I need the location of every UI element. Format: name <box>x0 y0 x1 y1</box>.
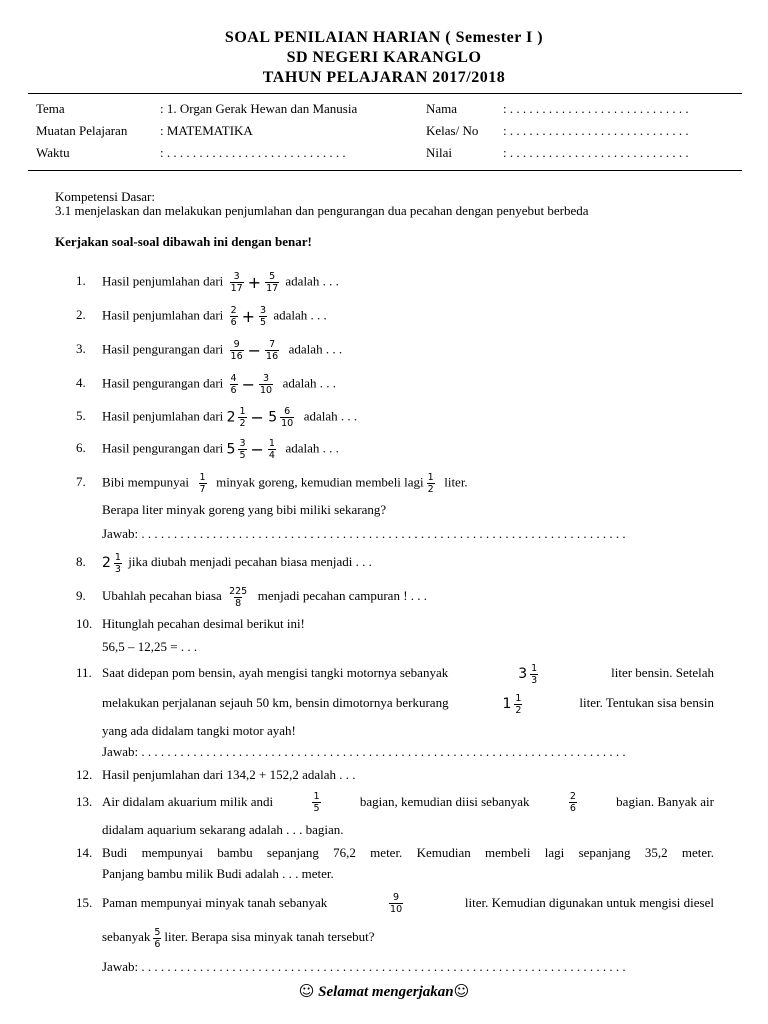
q-number: 4. <box>76 375 86 391</box>
q-number: 5. <box>76 408 86 424</box>
q-text: Saat didepan pom bensin, ayah mengisi tangki motornya sebanyak <box>102 665 449 680</box>
question-7-line2: Berapa liter minyak goreng yang bibi miliki sekarang? <box>102 502 387 517</box>
question-12 <box>76 767 356 783</box>
instruction: Kerjakan soal-soal dibawah ini dengan benar! <box>55 234 312 249</box>
fraction: $\frac{9}{16}$ <box>230 339 243 362</box>
school-name: SD NEGERI KARANGLO <box>286 49 482 66</box>
answer-line-7[interactable]: Jawab: . . . . . . . . . . . . . . . . . . . . . . . . . . . . . . . . . . . . . . . . . . . . . . . . . . . . . . . . . . . . . . . . . . . . . . . . . . . <box>102 526 626 541</box>
q-text-mid: minyak goreng, kemudian membeli lagi <box>216 474 424 490</box>
fraction: $\frac{9}{10}$ <box>390 892 403 915</box>
q-number: 8. <box>76 554 86 569</box>
operator: − <box>250 407 264 427</box>
q-text: Ubahlah pecahan biasa <box>102 588 222 603</box>
question-6 <box>76 438 339 461</box>
fraction: $\frac{5}{6}$ <box>154 926 161 950</box>
q-text-end: menjadi pecahan campuran ! . . . <box>257 588 428 603</box>
fraction: $\frac{1}{2}$ <box>239 406 246 429</box>
q-text: Hasil penjumlahan dari 134,2 + 152,2 adalah . . . <box>102 767 356 782</box>
q-text-end: liter. Berapa sisa minyak tanah tersebut? <box>164 929 375 944</box>
q-text: Bibi mempunyai <box>102 474 190 490</box>
fraction: $\frac{1}{3}$ <box>114 551 121 575</box>
q-number: 2. <box>76 307 86 323</box>
q-text: Hasil pengurangan dari <box>102 341 224 357</box>
q-number: 15. <box>76 895 93 910</box>
question-8 <box>76 551 372 573</box>
header-divider-bottom <box>28 170 742 171</box>
q-text: Air didalam akuarium milik andi <box>102 794 274 809</box>
whole-number: 5 <box>226 441 236 458</box>
q-text-end: liter bensin. Setelah <box>611 665 714 680</box>
waktu-field[interactable]: : . . . . . . . . . . . . . . . . . . . . . . . . . . . . <box>160 145 346 160</box>
question-11-line2 <box>102 692 714 714</box>
muatan-label: Muatan Pelajaran <box>36 123 128 138</box>
question-14-line2: Panjang bambu milik Budi adalah . . . meter. <box>102 866 334 881</box>
fraction: $\frac{3}{10}$ <box>260 373 273 396</box>
question-10-expression: 56,5 – 12,25 = . . . <box>102 639 198 654</box>
q-text: Paman mempunyai minyak tanah sebanyak <box>102 895 328 910</box>
whole-number: 2 <box>102 555 111 572</box>
q-text: Hasil penjumlahan dari <box>102 307 224 323</box>
q-number: 3. <box>76 341 86 357</box>
operator: + <box>241 306 256 326</box>
q-number: 12. <box>76 767 93 782</box>
kelas-field[interactable]: : . . . . . . . . . . . . . . . . . . . . . . . . . . . . <box>503 123 689 138</box>
nilai-label: Nilai <box>426 145 452 160</box>
q-text: Budi mempunyai bambu sepanjang 76,2 meter. Kemudian membeli lagi sepanjang 35,2 meter. <box>102 845 714 860</box>
question-13 <box>76 791 714 813</box>
fraction: $\frac{1}{2}$ <box>515 692 522 716</box>
fraction: $\frac{3}{5}$ <box>260 305 267 328</box>
q-number: 13. <box>76 794 93 809</box>
page-title-line1: SOAL PENILAIAN HARIAN ( Semester I ) <box>224 29 544 46</box>
closing-text: Selamat mengerjakan <box>318 984 454 1000</box>
question-11-line3: yang ada didalam tangki motor ayah! <box>102 723 296 738</box>
fraction: $\frac{1}{7}$ <box>199 472 206 495</box>
tema-value: : 1. Organ Gerak Hewan dan Manusia <box>160 101 358 116</box>
tema-label: Tema <box>36 101 65 116</box>
nama-field[interactable]: : . . . . . . . . . . . . . . . . . . . . . . . . . . . . <box>503 101 689 116</box>
q-text-end: bagian. Banyak air <box>616 794 714 809</box>
academic-year: TAHUN PELAJARAN 2017/2018 <box>262 69 506 86</box>
question-3 <box>76 339 343 362</box>
nama-label: Nama <box>426 101 458 116</box>
q-text-end: adalah . . . <box>285 440 339 456</box>
question-7 <box>76 472 468 495</box>
fraction: $\frac{5}{17}$ <box>266 271 279 294</box>
q-text-end: adalah . . . <box>285 273 339 289</box>
smiley-icon: ☺ <box>453 982 470 1000</box>
question-14 <box>76 845 714 861</box>
q-text-end: adalah . . . <box>273 307 327 323</box>
nilai-field[interactable]: : . . . . . . . . . . . . . . . . . . . . . . . . . . . . <box>503 145 689 160</box>
operator: − <box>247 340 262 360</box>
waktu-label: Waktu <box>36 145 70 160</box>
fraction: $\frac{3}{17}$ <box>230 271 243 294</box>
q-number: 6. <box>76 440 86 456</box>
question-2 <box>76 305 327 328</box>
question-13-line2: didalam aquarium sekarang adalah . . . bagian. <box>102 822 344 837</box>
operator: − <box>250 439 264 459</box>
whole-number: 1 <box>502 696 512 713</box>
q-text-end: liter. Tentukan sisa bensin <box>579 695 714 710</box>
q-text: Hitunglah pecahan desimal berikut ini! <box>102 616 305 631</box>
whole-number: 2 <box>226 409 236 426</box>
fraction: $\frac{1}{2}$ <box>427 472 434 495</box>
q-number: 14. <box>76 845 93 860</box>
q-text-end: adalah . . . <box>288 341 343 357</box>
q-text: Hasil penjumlahan dari <box>102 273 224 289</box>
closing-message <box>0 982 768 1001</box>
answer-line-15[interactable]: Jawab: . . . . . . . . . . . . . . . . . . . . . . . . . . . . . . . . . . . . . . . . . . . . . . . . . . . . . . . . . . . . . . . . . . . . . . . . . . . <box>102 959 626 974</box>
q-text: sebanyak <box>102 929 151 944</box>
kelas-label: Kelas/ No <box>426 123 479 138</box>
q-text: jika diubah menjadi pecahan biasa menjadi . . . <box>128 554 372 569</box>
operator: + <box>247 272 262 292</box>
q-text: Hasil penjumlahan dari <box>102 408 224 424</box>
question-4 <box>76 373 337 396</box>
question-10 <box>76 616 305 632</box>
q-text-mid: bagian, kemudian diisi sebanyak <box>359 794 530 809</box>
header-divider-top <box>28 93 742 94</box>
fraction: $\frac{7}{16}$ <box>266 339 279 362</box>
question-15-line2 <box>102 926 375 948</box>
fraction: $\frac{1}{3}$ <box>531 662 538 686</box>
q-text: Hasil pengurangan dari <box>102 440 224 456</box>
muatan-value: : MATEMATIKA <box>160 123 253 138</box>
fraction: $\frac{1}{4}$ <box>268 438 275 461</box>
fraction: $\frac{1}{5}$ <box>313 791 320 814</box>
q-number: 11. <box>76 665 92 680</box>
fraction: $\frac{3}{5}$ <box>239 438 246 461</box>
fraction: $\frac{2}{6}$ <box>230 305 237 328</box>
question-9 <box>76 585 427 607</box>
q-text-end: adalah . . . <box>282 375 337 391</box>
fraction: $\frac{225}{8}$ <box>229 585 248 609</box>
q-text-end: liter. Kemudian digunakan untuk mengisi diesel <box>464 895 714 910</box>
q-text: melakukan perjalanan sejauh 50 km, bensin dimotornya berkurang <box>102 695 449 710</box>
answer-line-11[interactable]: Jawab: . . . . . . . . . . . . . . . . . . . . . . . . . . . . . . . . . . . . . . . . . . . . . . . . . . . . . . . . . . . . . . . . . . . . . . . . . . . <box>102 744 626 759</box>
question-11 <box>76 662 714 684</box>
fraction: $\frac{6}{10}$ <box>281 406 294 429</box>
whole-number: 3 <box>518 666 528 683</box>
question-5 <box>76 406 358 429</box>
kd-title: Kompetensi Dasar: <box>55 189 156 204</box>
q-number: 10. <box>76 616 93 631</box>
q-number: 9. <box>76 588 86 603</box>
q-text: Hasil pengurangan dari <box>102 375 224 391</box>
question-15 <box>76 892 714 914</box>
question-1 <box>76 271 339 294</box>
whole-number: 5 <box>268 409 278 426</box>
q-number: 7. <box>76 474 86 490</box>
q-number: 1. <box>76 273 86 289</box>
q-text-end: adalah . . . <box>303 408 358 424</box>
q-text-end: liter. <box>444 474 468 490</box>
fraction: $\frac{2}{6}$ <box>569 791 576 814</box>
kd-text: 3.1 menjelaskan dan melakukan penjumlahan dan pengurangan dua pecahan dengan penyebut berbeda <box>55 203 589 218</box>
fraction: $\frac{4}{6}$ <box>230 373 237 396</box>
operator: − <box>241 374 255 394</box>
smiley-icon: ☺ <box>298 982 315 1000</box>
